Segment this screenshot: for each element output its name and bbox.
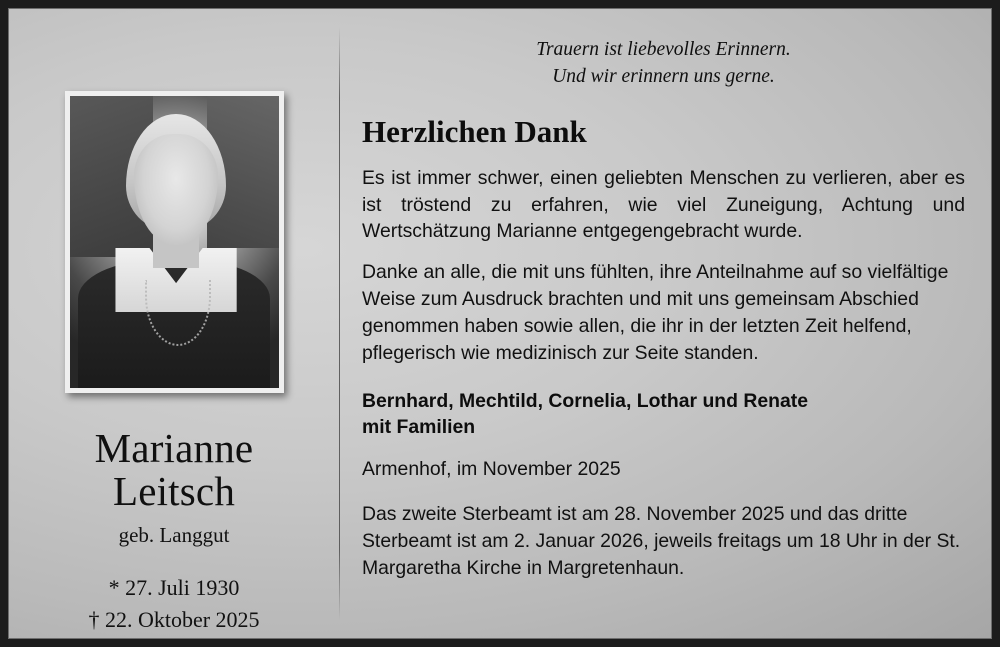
- memorial-card: [8, 8, 992, 639]
- deceased-last-name: Leitsch: [112, 468, 236, 515]
- family-signature: [362, 388, 965, 440]
- thanks-paragraph-2: Danke an alle, die mit uns fühlten, ihre Anteilnahme auf so vielfältige Weise zum Ausdruck brachten und mit uns gemeinsam Abschied genommen haben sowie allen, die ihr in der letzten Zeit helfend, pflegerisch wie medizinisch zur Seite standen.: [362, 261, 949, 364]
- motto-line-1: Trauern ist liebevolles Erinnern.: [536, 39, 791, 60]
- family-suffix: mit Familien: [362, 416, 476, 439]
- deceased-first-name: Marianne: [94, 425, 254, 471]
- place-and-date: Armenhof, im November 2025: [362, 458, 621, 481]
- portrait-frame: [65, 91, 284, 393]
- death-date: † 22. Oktober 2025: [88, 606, 260, 632]
- deceased-name: [9, 427, 339, 514]
- family-names: Bernhard, Mechtild, Cornelia, Lothar und Renate: [362, 390, 809, 413]
- deceased-maiden-name: geb. Langgut: [118, 522, 230, 547]
- portrait-photo: [70, 96, 279, 388]
- right-column: [340, 9, 991, 638]
- deceased-dates: [9, 572, 339, 636]
- birth-date: * 27. Juli 1930: [108, 574, 240, 600]
- motto-line-2: Und wir erinnern uns gerne.: [552, 65, 775, 87]
- left-column: [9, 9, 339, 638]
- headline: Herzlichen Dank: [362, 113, 587, 149]
- thanks-paragraph-1: Es ist immer schwer, einen geliebten Menschen zu verlieren, aber es ist tröstend zu erfahren, wie viel Zuneigung, Achtung und Wertschätzung Marianne entgegengebracht wurde.: [362, 166, 965, 243]
- motto: [362, 37, 965, 91]
- service-notice: Das zweite Sterbeamt ist am 28. November 2025 und das dritte Sterbeamt ist am 2. Januar 2026, jeweils freitags um 18 Uhr in der St. Margaretha Kirche in Margretenhaun.: [362, 503, 961, 579]
